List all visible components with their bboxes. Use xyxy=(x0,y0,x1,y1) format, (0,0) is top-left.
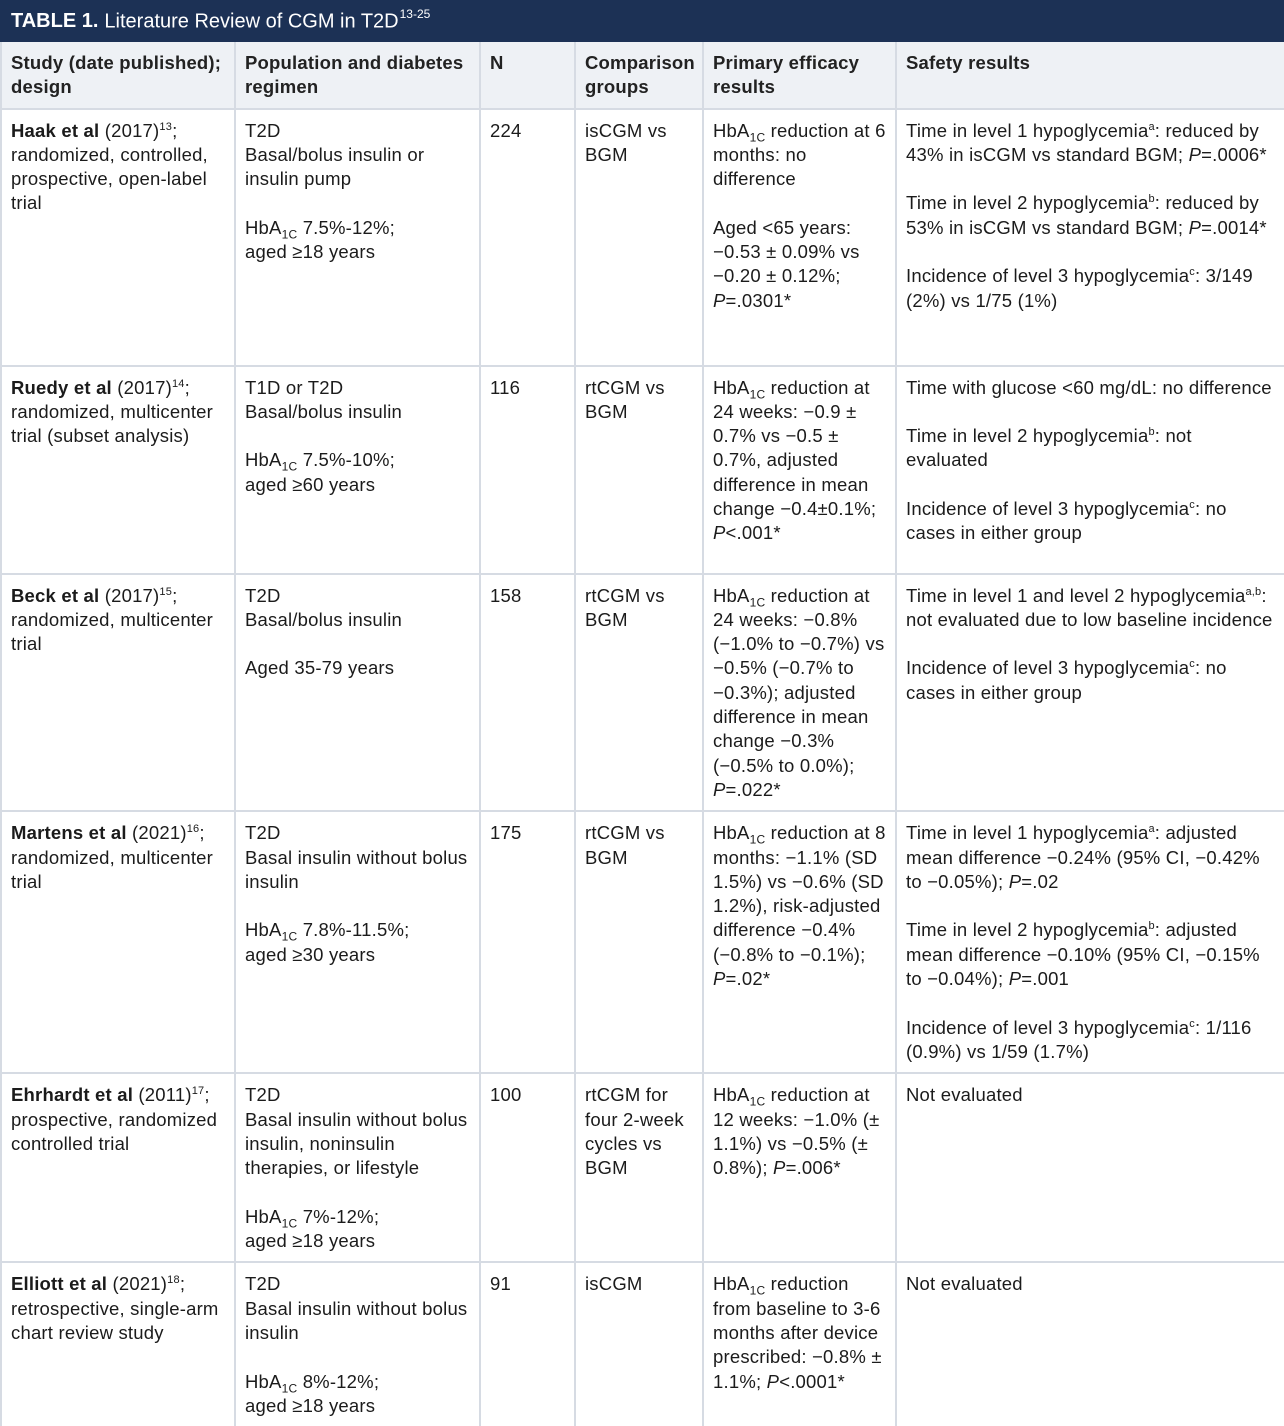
comparison-cell: rtCGM vs BGM xyxy=(575,811,703,1073)
p-label: P xyxy=(713,778,726,800)
safety-detail: : 3/149 (2%) vs 1/75 (1%) xyxy=(906,265,1253,311)
table-row xyxy=(1,109,1284,366)
safety-text: Not evaluated xyxy=(906,1273,1023,1295)
header-study: Study (date published); design xyxy=(1,42,235,109)
n-cell: 116 xyxy=(480,366,575,574)
safety-footnote: b xyxy=(1148,193,1155,206)
table-title-refs: 13-25 xyxy=(399,6,431,21)
study-ref: 14 xyxy=(171,377,185,390)
spacer xyxy=(245,1345,473,1369)
spacer xyxy=(906,400,1279,424)
safety-item xyxy=(906,119,1279,168)
safety-p-value: =.0006* xyxy=(1201,143,1267,165)
study-cell: Beck et al $(2017)^{15}$; randomized, multicenter trial xyxy=(1,574,235,812)
safety-text: Incidence of level 3 hypoglycemia xyxy=(906,1016,1190,1038)
hba1c-line: HbA$_{1C}$ 7.8%-11.5%; xyxy=(245,919,410,945)
spacer xyxy=(906,167,1279,191)
safety-item xyxy=(906,918,1279,991)
population-cell xyxy=(235,1073,480,1262)
safety-p-value: =.001 xyxy=(1021,968,1070,990)
population-type: T2D xyxy=(245,119,281,141)
p-value: =.006* xyxy=(785,1157,841,1179)
safety-text: Time in level 1 hypoglycemia xyxy=(906,822,1149,844)
p-label: P xyxy=(713,289,726,311)
regimen: Basal insulin without bolus insulin xyxy=(245,1297,468,1343)
spacer xyxy=(906,991,1279,1015)
spacer xyxy=(906,894,1279,918)
efficacy-cell xyxy=(703,366,896,574)
regimen: Basal/bolus insulin or insulin pump xyxy=(245,143,425,190)
safety-item xyxy=(906,1083,1279,1107)
table-title xyxy=(104,6,431,34)
hba1c-subscript: 1C xyxy=(749,1094,766,1109)
hba1c-line: HbA$_{1C}$ 7.5%-10%; xyxy=(245,449,395,475)
age-range: aged ≥18 years xyxy=(245,241,376,263)
population-cell xyxy=(235,1262,480,1426)
study-ref: 16 xyxy=(186,823,200,836)
n-cell: 224 xyxy=(480,109,575,366)
literature-table xyxy=(0,42,1284,1426)
efficacy-main: reduction at 8 months: −1.1% (SD 1.5%) vs −0.6% (SD 1.2%), risk-adjusted difference −0.4% (−0.8% to −0.1%); xyxy=(713,822,886,965)
study-year: (2021) xyxy=(112,1273,168,1295)
population-cell xyxy=(235,366,480,574)
comparison-cell: rtCGM vs BGM xyxy=(575,574,703,812)
safety-item xyxy=(906,191,1279,240)
regimen: Basal insulin without bolus insulin, noninsulin therapies, or lifestyle xyxy=(245,1108,468,1179)
safety-detail: : no cases in either group xyxy=(906,657,1227,703)
hba1c-subscript: 1C xyxy=(749,387,766,402)
efficacy-main: reduction at 24 weeks: −0.8% (−1.0% to −0.7%) vs −0.5% (−0.7% to −0.3%); adjusted difference in mean change −0.3% (−0.5% to 0.0%); xyxy=(713,584,885,776)
p-label: P xyxy=(1188,143,1202,165)
efficacy-main: reduction at 24 weeks: −0.9 ± 0.7% vs −0.5 ± 0.7%, adjusted difference in mean change −0.4±0.1%; xyxy=(713,376,877,520)
header-population: Population and diabetes regimen xyxy=(235,42,480,109)
spacer xyxy=(713,191,889,215)
hba1c-subscript: 1C xyxy=(281,1381,298,1396)
safety-detail: : 1/116 (0.9%) vs 1/59 (1.7%) xyxy=(906,1016,1252,1062)
spacer xyxy=(245,424,473,448)
efficacy-main: reduction from baseline to 3-6 months after device prescribed: −0.8% ± 1.1%; xyxy=(713,1273,882,1392)
age-range: aged ≥30 years xyxy=(245,943,376,965)
header-safety: Safety results xyxy=(896,42,1284,109)
n-cell: 91 xyxy=(480,1262,575,1426)
safety-cell xyxy=(896,109,1284,366)
efficacy-main-line: HbA$_{1C}$ reduction at 12 weeks: −1.0% (± 1.1%) vs −0.5% (± 0.8%); P=.006* xyxy=(713,1084,880,1179)
safety-item xyxy=(906,821,1279,894)
safety-item xyxy=(906,424,1279,473)
hba1c-range: 8%-12%; xyxy=(302,1370,380,1392)
safety-footnote: b xyxy=(1148,426,1155,439)
safety-cell xyxy=(896,574,1284,812)
hba1c-range: 7.5%-12%; xyxy=(302,216,395,238)
p-label: P xyxy=(1188,216,1202,238)
header-comparison: Comparison groups xyxy=(575,42,703,109)
safety-detail: : reduced by 53% in isCGM vs standard BGM; xyxy=(906,192,1259,238)
spacer xyxy=(906,240,1279,264)
hba1c-subscript: 1C xyxy=(281,930,298,945)
comparison-cell: isCGM xyxy=(575,1262,703,1426)
efficacy-cell xyxy=(703,1262,896,1426)
study-ref: 13 xyxy=(159,120,173,133)
safety-detail: : not evaluated xyxy=(906,425,1192,471)
population-type: T1D or T2D xyxy=(245,376,344,398)
p-label: P xyxy=(713,968,726,990)
safety-footnote: c xyxy=(1189,498,1195,511)
study-design: randomized, multicenter trial (subset analysis) xyxy=(11,400,214,447)
efficacy-cell xyxy=(703,1073,896,1262)
efficacy-extra: Aged <65 years: −0.53 ± 0.09% vs −0.20 ± 0.12%; xyxy=(713,216,860,287)
study-ref: 17 xyxy=(191,1085,205,1098)
hba1c-subscript: 1C xyxy=(281,460,298,475)
safety-item xyxy=(906,376,1279,400)
safety-detail: : reduced by 43% in isCGM vs standard BGM; xyxy=(906,119,1259,165)
study-author: Beck et al xyxy=(11,584,100,606)
safety-detail: : no cases in either group xyxy=(906,498,1227,544)
study-cell: Ehrhardt et al $(2011)^{17}$; prospective, randomized controlled trial xyxy=(1,1073,235,1262)
safety-detail: : adjusted mean difference −0.10% (95% CI, −0.15% to −0.04%); xyxy=(906,919,1260,990)
age-range: aged ≥18 years xyxy=(245,1230,376,1252)
regimen: Basal insulin without bolus insulin xyxy=(245,846,468,892)
safety-footnote: c xyxy=(1189,658,1195,671)
p-value: =.02* xyxy=(725,968,771,990)
safety-item xyxy=(906,264,1279,313)
n-cell: 158 xyxy=(480,574,575,812)
study-design: prospective, randomized controlled trial xyxy=(11,1108,218,1154)
p-label: P xyxy=(1008,870,1022,892)
hba1c-subscript: 1C xyxy=(749,1284,766,1298)
safety-text: Incidence of level 3 hypoglycemia xyxy=(906,498,1190,520)
efficacy-main-line: HbA$_{1C}$ reduction at 24 weeks: −0.9 ± 0.7% vs −0.5 ± 0.7%, adjusted difference in mean change −0.4±0.1%; P<.001* xyxy=(713,376,877,544)
spacer xyxy=(245,894,473,918)
table-label: TABLE 1. xyxy=(11,9,99,32)
efficacy-main-line: HbA$_{1C}$ reduction at 8 months: −1.1% (SD 1.5%) vs −0.6% (SD 1.2%), risk-adjusted difference −0.4% (−0.8% to −0.1%); P=.02* xyxy=(713,822,886,990)
p-label: P xyxy=(773,1157,786,1179)
study-ref: 18 xyxy=(167,1274,180,1287)
safety-item xyxy=(906,584,1279,633)
n-cell: 100 xyxy=(480,1073,575,1262)
table-row xyxy=(1,1262,1284,1426)
study-author: Elliott et al xyxy=(11,1273,108,1295)
safety-footnote: a xyxy=(1148,120,1155,133)
n-cell: 175 xyxy=(480,811,575,1073)
safety-item xyxy=(906,1016,1279,1065)
safety-footnote: c xyxy=(1189,266,1195,279)
study-cell: Haak et al $(2017)^{13}$; randomized, controlled, prospective, open-label trial xyxy=(1,109,235,366)
comparison-cell: rtCGM vs BGM xyxy=(575,366,703,574)
study-author: Ruedy et al xyxy=(11,376,112,398)
table-row xyxy=(1,574,1284,812)
efficacy-cell xyxy=(703,109,896,366)
p-value: =.022* xyxy=(725,778,781,800)
hba1c-range: 7.5%-10%; xyxy=(302,449,395,471)
table-row xyxy=(1,366,1284,574)
population-cell xyxy=(235,574,480,812)
p-value: <.0001* xyxy=(779,1370,845,1392)
efficacy-main-line: HbA$_{1C}$ reduction at 6 months: no difference xyxy=(713,119,886,190)
safety-text: Time in level 2 hypoglycemia xyxy=(906,425,1149,447)
hba1c-range: 7.8%-11.5%; xyxy=(302,919,410,941)
efficacy-main-line: HbA$_{1C}$ reduction at 24 weeks: −0.8% (−1.0% to −0.7%) vs −0.5% (−0.7% to −0.3%); adjusted difference in mean change −0.3% (−0.5% to 0.0%); P=.022* xyxy=(713,584,885,800)
age-range: aged ≥18 years xyxy=(245,1394,376,1416)
hba1c-line: HbA$_{1C}$ 8%-12%; xyxy=(245,1370,380,1396)
study-year: (2017) xyxy=(117,376,172,398)
population-type: T2D xyxy=(245,584,281,606)
safety-item xyxy=(906,656,1279,705)
safety-text: Time in level 2 hypoglycemia xyxy=(906,919,1149,941)
study-design: randomized, multicenter trial xyxy=(11,608,214,655)
table-title-bar xyxy=(0,0,1284,42)
study-year: (2021) xyxy=(132,822,187,844)
comparison-cell: isCGM vs BGM xyxy=(575,109,703,366)
efficacy-main: reduction at 12 weeks: −1.0% (± 1.1%) vs −0.5% (± 0.8%); xyxy=(713,1084,880,1179)
study-design: randomized, multicenter trial xyxy=(11,846,214,892)
population-type: T2D xyxy=(245,822,281,844)
table-title-text: Literature Review of CGM in T2D xyxy=(104,10,399,33)
comparison-cell: rtCGM for four 2-week cycles vs BGM xyxy=(575,1073,703,1262)
efficacy-main-line: HbA$_{1C}$ reduction from baseline to 3-6 months after device prescribed: −0.8% ± 1.1%; P<.0001* xyxy=(713,1273,882,1392)
p-label: P xyxy=(766,1370,780,1392)
study-cell: Elliott et al $(2021)^{18}$; retrospective, single-arm chart review study xyxy=(1,1262,235,1426)
study-design: randomized, controlled, prospective, open-label trial xyxy=(11,143,208,214)
safety-footnote: b xyxy=(1148,920,1155,933)
population-type: T2D xyxy=(245,1273,281,1295)
hba1c-subscript: 1C xyxy=(281,1216,298,1231)
safety-text: Time in level 2 hypoglycemia xyxy=(906,192,1149,214)
population-cell xyxy=(235,109,480,366)
study-year: (2017) xyxy=(104,119,160,141)
header-row xyxy=(1,42,1284,109)
hba1c-subscript: 1C xyxy=(281,227,298,242)
study-design: retrospective, single-arm chart review study xyxy=(11,1297,219,1343)
safety-p-value: =.02 xyxy=(1021,870,1059,892)
study-year: (2017) xyxy=(104,584,160,606)
safety-text: Not evaluated xyxy=(906,1084,1023,1106)
regimen: Basal/bolus insulin xyxy=(245,608,403,630)
table-row xyxy=(1,1073,1284,1262)
safety-text: Time in level 1 hypoglycemia xyxy=(906,119,1149,141)
hba1c-line: HbA$_{1C}$ 7.5%-12%; xyxy=(245,216,395,242)
safety-detail: : adjusted mean difference −0.24% (95% CI, −0.42% to −0.05%); xyxy=(906,822,1260,892)
regimen: Basal/bolus insulin xyxy=(245,400,403,422)
safety-cell xyxy=(896,1262,1284,1426)
population-cell xyxy=(235,811,480,1073)
safety-text: Incidence of level 3 hypoglycemia xyxy=(906,265,1190,287)
p-label: P xyxy=(1008,968,1022,990)
age-range: aged ≥60 years xyxy=(245,473,376,495)
study-cell: Martens et al $(2021)^{16}$; randomized, multicenter trial xyxy=(1,811,235,1073)
study-author: Martens et al xyxy=(11,822,127,844)
hba1c-subscript: 1C xyxy=(749,130,766,145)
header-n: N xyxy=(480,42,575,109)
safety-footnote: a xyxy=(1148,823,1155,836)
safety-text: Time with glucose <60 mg/dL: no difference xyxy=(906,376,1272,398)
safety-text: Time in level 1 and level 2 hypoglycemia xyxy=(906,584,1246,606)
efficacy-cell xyxy=(703,574,896,812)
safety-p-value: =.0014* xyxy=(1201,216,1267,238)
population-type: T2D xyxy=(245,1084,281,1106)
p-value-line xyxy=(713,289,889,313)
safety-cell xyxy=(896,366,1284,574)
safety-item xyxy=(906,1272,1279,1296)
efficacy-cell xyxy=(703,811,896,1073)
spacer xyxy=(245,1180,473,1204)
header-efficacy: Primary efficacy results xyxy=(703,42,896,109)
safety-text: Incidence of level 3 hypoglycemia xyxy=(906,657,1190,679)
study-author: Haak et al xyxy=(11,119,100,141)
hba1c-subscript: 1C xyxy=(749,595,766,610)
table-row xyxy=(1,811,1284,1073)
study-year: (2011) xyxy=(138,1084,192,1106)
efficacy-main: reduction at 6 months: no difference xyxy=(713,119,886,190)
safety-footnote: a,b xyxy=(1245,585,1262,598)
hba1c-range: 7%-12%; xyxy=(302,1205,380,1227)
spacer xyxy=(906,473,1279,497)
spacer xyxy=(906,632,1279,656)
spacer xyxy=(245,191,473,215)
study-cell: Ruedy et al $(2017)^{14}$; randomized, multicenter trial (subset analysis) xyxy=(1,366,235,574)
age-range: Aged 35-79 years xyxy=(245,657,395,679)
safety-item xyxy=(906,497,1279,546)
safety-cell xyxy=(896,1073,1284,1262)
study-ref: 15 xyxy=(159,585,173,598)
safety-detail: : not evaluated due to low baseline incidence xyxy=(906,584,1273,630)
hba1c-line: HbA$_{1C}$ 7%-12%; xyxy=(245,1205,380,1231)
hba1c-subscript: 1C xyxy=(749,832,766,847)
p-value: <.001* xyxy=(725,522,781,544)
p-label: P xyxy=(713,522,726,544)
spacer xyxy=(245,632,473,656)
safety-footnote: c xyxy=(1189,1017,1195,1030)
safety-cell xyxy=(896,811,1284,1073)
p-value: =.0301* xyxy=(725,289,792,311)
study-author: Ehrhardt et al xyxy=(11,1084,134,1106)
